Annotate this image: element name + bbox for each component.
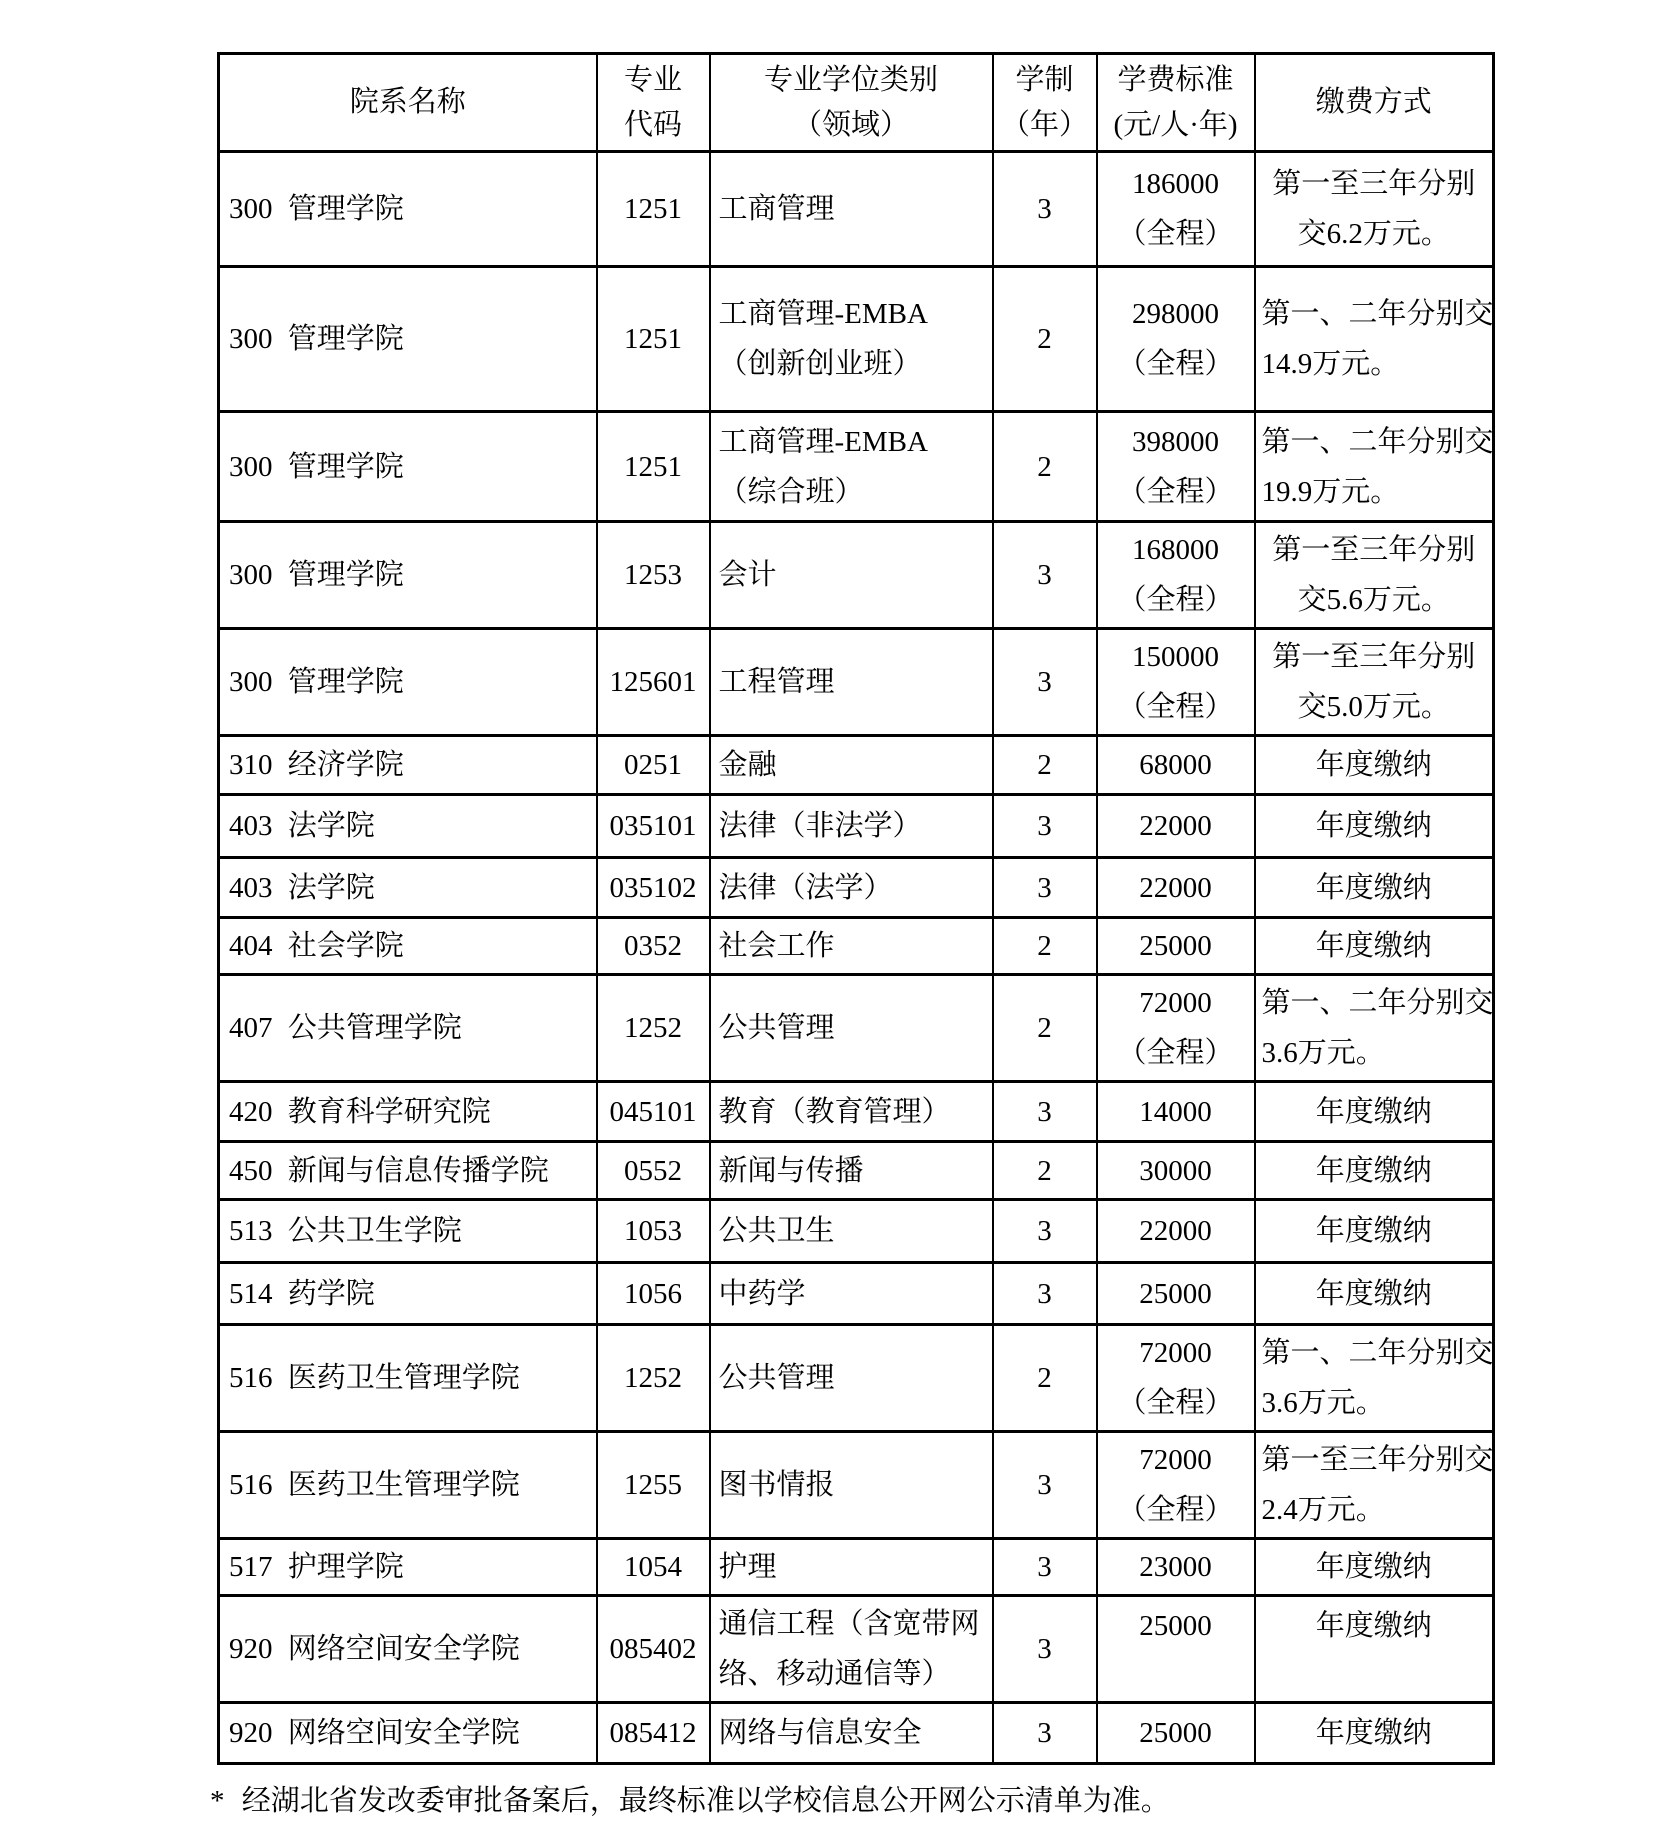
payment-cell [1255,629,1494,736]
payment-cell [1255,736,1494,795]
dept-text: 516 医药卫生管理学院 [229,1469,520,1501]
payment-text: 交5.6万元。 [1297,584,1450,616]
payment-text: 年度缴纳 [1315,1277,1432,1310]
dept-text: 517 护理学院 [229,1551,404,1583]
degree-cell [710,629,993,736]
payment-text: 第一至三年分别 [1272,534,1476,566]
payment-cell [1255,795,1494,858]
years-text: 2 [1037,450,1052,483]
dept-cell [219,1263,597,1325]
tuition-cell [1097,629,1255,736]
table-row [219,1142,1494,1200]
degree-text: 公共卫生 [718,1215,835,1247]
degree-cell [710,795,993,858]
dept-text: 300 管理学院 [229,559,404,591]
dept-text: 516 医药卫生管理学院 [229,1362,520,1394]
years-cell [993,1142,1097,1200]
degree-cell [710,1596,993,1703]
degree-text: 护理 [718,1551,777,1583]
dept-cell [219,975,597,1082]
dept-header-text: 院系名称 [349,86,466,118]
payment-cell [1255,522,1494,629]
code-text: 085412 [609,1717,697,1749]
degree-text: 通信工程（含宽带网 [718,1608,980,1640]
years-cell [993,736,1097,795]
payment-text: 19.9万元。 [1261,475,1400,508]
degree-text: 法律（非法学） [718,810,922,842]
code-cell [597,1325,710,1432]
dept-text: 407 公共管理学院 [229,1012,462,1044]
code-text: 0552 [624,1154,682,1187]
degree-text: 法律（法学） [718,871,893,904]
code-cell [597,975,710,1082]
table-row [219,1596,1494,1703]
payment-text: 年度缴纳 [1315,749,1432,781]
years-cell [993,975,1097,1082]
tuition-text: 30000 [1139,1154,1212,1187]
dept-header [219,54,597,152]
years-text: 2 [1037,1154,1052,1187]
tuition-text: （全程） [1117,691,1234,723]
dept-text: 300 管理学院 [229,666,404,698]
code-text: 1056 [624,1277,682,1310]
degree-cell [710,1082,993,1142]
code-text: 1054 [624,1551,682,1583]
payment-text: 年度缴纳 [1315,1154,1432,1187]
code-text: 0352 [624,930,682,962]
dept-text: 403 法学院 [229,871,375,904]
payment-cell [1255,152,1494,267]
table-row [219,267,1494,412]
years-cell [993,1200,1097,1263]
table-row [219,629,1494,736]
degree-cell [710,412,993,522]
table-row [219,522,1494,629]
degree-text: 网络与信息安全 [718,1717,922,1749]
payment-cell [1255,1432,1494,1539]
degree-text: 工商管理 [718,193,835,225]
years-text: 3 [1037,1717,1052,1749]
years-text: 3 [1037,1469,1052,1501]
code-cell [597,795,710,858]
degree-cell [710,975,993,1082]
code-text: 1251 [624,450,682,483]
years-text: 3 [1037,666,1052,698]
years-text: 2 [1037,1012,1052,1044]
years-cell [993,1596,1097,1703]
payment-header [1255,54,1494,152]
years-cell [993,267,1097,412]
tuition-cell [1097,152,1255,267]
payment-text: 交5.0万元。 [1297,691,1450,723]
tuition-text: （全程） [1117,475,1234,508]
payment-cell [1255,975,1494,1082]
fee-table-header-row [219,54,1494,152]
code-text: 1251 [624,193,682,225]
payment-text: 年度缴纳 [1315,1095,1432,1128]
years-cell [993,1539,1097,1596]
payment-text: 年度缴纳 [1315,871,1432,904]
years-text: 3 [1037,1215,1052,1247]
tuition-text: 22000 [1139,1215,1212,1247]
dept-cell [219,1703,597,1764]
table-row [219,1263,1494,1325]
years-cell [993,795,1097,858]
code-cell [597,1263,710,1325]
dept-text: 300 管理学院 [229,450,404,483]
tuition-cell [1097,1539,1255,1596]
dept-cell [219,918,597,975]
code-text: 0251 [624,749,682,781]
code-header-text: 专业 [623,63,682,96]
payment-cell [1255,1539,1494,1596]
table-row [219,736,1494,795]
tuition-header-text: 学费标准 [1117,63,1234,96]
code-cell [597,1142,710,1200]
degree-cell [710,1432,993,1539]
tuition-cell [1097,858,1255,918]
years-header-text: 学制 [1015,63,1074,96]
years-text: 2 [1037,1362,1052,1394]
table-row [219,1200,1494,1263]
table-row [219,1325,1494,1432]
dept-cell [219,1200,597,1263]
payment-text: 3.6万元。 [1261,1037,1385,1069]
payment-cell [1255,1082,1494,1142]
tuition-cell [1097,1263,1255,1325]
degree-text: 公共管理 [718,1012,835,1044]
dept-text: 514 药学院 [229,1277,375,1310]
payment-text: 年度缴纳 [1315,1551,1432,1583]
table-row [219,795,1494,858]
tuition-text: 72000 [1139,987,1212,1019]
payment-text: 年度缴纳 [1315,930,1432,962]
tuition-text: 23000 [1139,1551,1212,1583]
code-cell [597,522,710,629]
degree-header [710,54,993,152]
code-text: 045101 [609,1095,697,1128]
years-cell [993,1432,1097,1539]
payment-text: 2.4万元。 [1261,1494,1385,1526]
tuition-text: （全程） [1117,1494,1234,1526]
code-text: 125601 [609,666,697,698]
dept-text: 920 网络空间安全学院 [229,1717,520,1749]
payment-cell [1255,1263,1494,1325]
table-row [219,1082,1494,1142]
tuition-text: （全程） [1117,584,1234,616]
tuition-cell [1097,736,1255,795]
tuition-cell [1097,1432,1255,1539]
degree-text: 络、移动通信等） [718,1658,951,1690]
years-cell [993,152,1097,267]
payment-text: 第一、二年分别交 [1261,1337,1494,1369]
tuition-cell [1097,918,1255,975]
years-text: 2 [1037,323,1052,355]
code-header [597,54,710,152]
table-row [219,975,1494,1082]
code-cell [597,1596,710,1703]
payment-text: 14.9万元。 [1261,348,1400,380]
tuition-text: 14000 [1139,1095,1212,1128]
table-row [219,918,1494,975]
years-header [993,54,1097,152]
degree-cell [710,858,993,918]
degree-text: （综合班） [718,475,864,508]
years-header-text: （年） [1000,108,1088,141]
footnote: * 经湖北省发改委审批备案后，最终标准以学校信息公开网公示清单为准。 [210,1785,1170,1817]
tuition-text: 25000 [1139,930,1212,962]
dept-text: 300 管理学院 [229,323,404,355]
years-cell [993,1325,1097,1432]
degree-text: 中药学 [718,1277,806,1310]
dept-text: 300 管理学院 [229,193,404,225]
tuition-header-text: (元/人·年) [1113,108,1238,141]
tuition-cell [1097,522,1255,629]
payment-cell [1255,1703,1494,1764]
table-row [219,1703,1494,1764]
dept-cell [219,629,597,736]
degree-cell [710,1539,993,1596]
payment-cell [1255,1142,1494,1200]
code-cell [597,918,710,975]
table-row [219,412,1494,522]
degree-cell [710,918,993,975]
degree-text: 公共管理 [718,1362,835,1394]
tuition-cell [1097,1200,1255,1263]
tuition-text: 25000 [1139,1717,1212,1749]
code-cell [597,267,710,412]
dept-text: 450 新闻与信息传播学院 [229,1154,549,1187]
degree-text: 工程管理 [718,666,835,698]
degree-text: 工商管理-EMBA [718,298,928,330]
code-text: 1252 [624,1012,682,1044]
code-text: 085402 [609,1633,697,1665]
years-cell [993,629,1097,736]
degree-cell [710,1142,993,1200]
years-text: 3 [1037,1095,1052,1128]
degree-header-text: （领域） [792,108,909,141]
degree-text: 会计 [718,559,777,591]
tuition-text: 298000 [1132,298,1219,330]
table-row [219,1432,1494,1539]
tuition-text: 25000 [1139,1610,1212,1642]
years-cell [993,1082,1097,1142]
payment-text: 年度缴纳 [1315,1717,1432,1749]
tuition-cell [1097,1703,1255,1764]
table-row [219,858,1494,918]
tuition-text: 168000 [1132,534,1219,566]
payment-header-text: 缴费方式 [1315,86,1432,118]
dept-cell [219,522,597,629]
code-cell [597,1432,710,1539]
code-text: 035102 [609,871,697,904]
fee-table-head [219,54,1494,152]
table-row [219,152,1494,267]
tuition-text: 186000 [1132,168,1219,200]
table-row [219,1539,1494,1596]
years-text: 3 [1037,1277,1052,1310]
dept-cell [219,152,597,267]
tuition-cell [1097,975,1255,1082]
degree-text: 教育（教育管理） [718,1095,951,1128]
document-page [210,52,1537,1821]
payment-cell [1255,918,1494,975]
payment-text: 年度缴纳 [1315,810,1432,842]
tuition-text: 22000 [1139,871,1212,904]
degree-cell [710,522,993,629]
tuition-text: 150000 [1132,641,1219,673]
tuition-text: 398000 [1132,425,1219,458]
years-cell [993,858,1097,918]
code-cell [597,152,710,267]
code-text: 1252 [624,1362,682,1394]
years-cell [993,522,1097,629]
dept-cell [219,267,597,412]
degree-text: 图书情报 [718,1469,835,1501]
years-text: 3 [1037,1551,1052,1583]
payment-cell [1255,412,1494,522]
code-cell [597,858,710,918]
code-cell [597,1703,710,1764]
payment-text: 第一、二年分别交 [1261,987,1494,1019]
payment-cell [1255,1596,1494,1703]
code-text: 1255 [624,1469,682,1501]
payment-cell [1255,1325,1494,1432]
dept-text: 920 网络空间安全学院 [229,1633,520,1665]
fee-table-body [219,152,1494,1764]
years-cell [993,1263,1097,1325]
dept-cell [219,1325,597,1432]
years-text: 2 [1037,749,1052,781]
tuition-header [1097,54,1255,152]
dept-cell [219,736,597,795]
years-text: 3 [1037,1633,1052,1665]
degree-text: 工商管理-EMBA [718,425,928,458]
tuition-text: （全程） [1117,1037,1234,1069]
code-cell [597,736,710,795]
tuition-cell [1097,1596,1255,1703]
tuition-cell [1097,795,1255,858]
degree-text: 社会工作 [718,930,835,962]
dept-text: 404 社会学院 [229,930,404,962]
degree-text: 金融 [718,749,777,781]
tuition-text: （全程） [1117,348,1234,380]
dept-cell [219,1142,597,1200]
code-cell [597,1200,710,1263]
payment-text: 年度缴纳 [1315,1610,1432,1642]
payment-cell [1255,267,1494,412]
degree-cell [710,152,993,267]
years-text: 3 [1037,871,1052,904]
years-text: 3 [1037,559,1052,591]
code-text: 1253 [624,559,682,591]
years-cell [993,412,1097,522]
tuition-text: 25000 [1139,1277,1212,1310]
dept-text: 513 公共卫生学院 [229,1215,462,1247]
code-cell [597,1082,710,1142]
tuition-text: 68000 [1139,749,1212,781]
degree-cell [710,736,993,795]
degree-cell [710,1703,993,1764]
dept-cell [219,1082,597,1142]
payment-text: 交6.2万元。 [1297,218,1450,250]
dept-cell [219,858,597,918]
payment-text: 第一至三年分别 [1272,641,1476,673]
payment-text: 年度缴纳 [1315,1215,1432,1247]
code-cell [597,1539,710,1596]
tuition-cell [1097,412,1255,522]
code-header-text: 代码 [623,108,682,141]
tuition-cell [1097,267,1255,412]
dept-cell [219,1539,597,1596]
tuition-fee-table [217,52,1495,1765]
degree-cell [710,1200,993,1263]
tuition-text: （全程） [1117,1387,1234,1419]
payment-text: 3.6万元。 [1261,1387,1385,1419]
tuition-cell [1097,1082,1255,1142]
degree-text: （创新创业班） [718,348,922,380]
payment-text: 第一至三年分别交 [1261,1444,1494,1476]
tuition-text: 72000 [1139,1337,1212,1369]
degree-cell [710,1263,993,1325]
dept-text: 403 法学院 [229,810,375,842]
degree-cell [710,267,993,412]
years-cell [993,918,1097,975]
degree-cell [710,1325,993,1432]
code-cell [597,629,710,736]
code-cell [597,412,710,522]
tuition-cell [1097,1142,1255,1200]
degree-text: 新闻与传播 [718,1154,864,1187]
dept-text: 420 教育科学研究院 [229,1095,491,1128]
dept-cell [219,1432,597,1539]
dept-cell [219,795,597,858]
degree-header-text: 专业学位类别 [763,63,938,96]
dept-text: 310 经济学院 [229,749,404,781]
code-text: 1251 [624,323,682,355]
code-text: 035101 [609,810,697,842]
years-cell [993,1703,1097,1764]
payment-text: 第一至三年分别 [1272,168,1476,200]
years-text: 2 [1037,930,1052,962]
payment-text: 第一、二年分别交 [1261,298,1494,330]
tuition-cell [1097,1325,1255,1432]
payment-cell [1255,858,1494,918]
dept-cell [219,412,597,522]
years-text: 3 [1037,810,1052,842]
tuition-text: 22000 [1139,810,1212,842]
years-text: 3 [1037,193,1052,225]
payment-text: 第一、二年分别交 [1261,425,1494,458]
dept-cell [219,1596,597,1703]
payment-cell [1255,1200,1494,1263]
tuition-text: （全程） [1117,218,1234,250]
tuition-text: 72000 [1139,1444,1212,1476]
code-text: 1053 [624,1215,682,1247]
